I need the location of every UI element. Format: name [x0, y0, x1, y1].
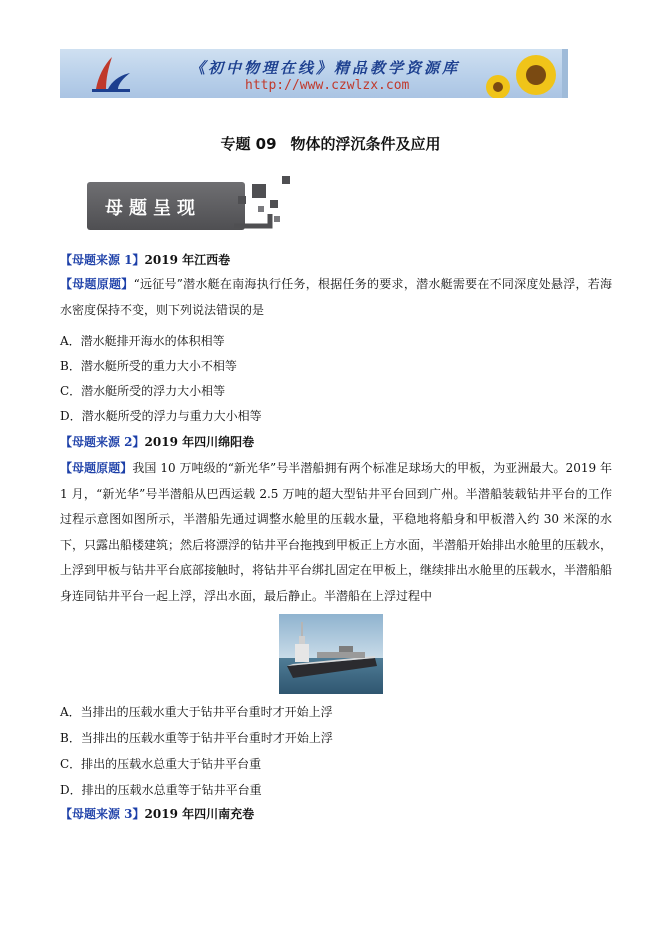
q1-question: 【母题原题】“远征号”潜水艇在南海执行任务，根据任务的要求，潜水艇需要在不同深度处悬浮，若海水密度保持不变，则下列说法错误的是: [60, 277, 612, 317]
page-title: [0, 133, 661, 154]
banner-url: http://www.czwlzx.com: [245, 78, 410, 93]
q2-option-d: D．排出的压载水总重等于钻井平台重: [60, 783, 262, 797]
topic-number: 专题 09: [220, 135, 277, 153]
q1-option-d: D．潜水艇所受的浮力与重力大小相等: [60, 409, 262, 423]
semi-submersible-ship-image: [279, 614, 383, 694]
banner-title: 《初中物理在线》精品教学资源库: [190, 59, 461, 77]
sunflower-icon: [478, 49, 568, 98]
section-badge: 母题呈现: [87, 182, 245, 230]
q2-option-b: B．当排出的压载水重等于钻井平台重时才开始上浮: [60, 731, 333, 745]
q2-option-a: A．当排出的压载水重大于钻井平台重时才开始上浮: [60, 705, 333, 719]
q1-source: 【母题来源 1】2019 年江西卷: [60, 253, 231, 267]
badge-decoration-icon: [230, 170, 296, 232]
topic-title: 物体的浮沉条件及应用: [290, 135, 441, 153]
q3-source: 【母题来源 3】2019 年四川南充卷: [60, 807, 255, 821]
q2-question: 【母题原题】我国 10 万吨级的“新光华”号半潜船拥有两个标准足球场大的甲板，为亚洲最大。2019 年 1 月，“新光华”号半潜船从巴西运载 2.5 万吨的超大型钻井平台回到广州。半潜船装载钻井平台的工作过程示意图如图所示，半潜船先通过调整水舱里的压载水量，平稳地将船身和甲板潜入约 30 米深的水下，只露出船楼建筑；然后将漂浮的钻井平台拖拽到甲板正上方水面，半潜船开始排出水舱里的压载水，上浮到甲板与钻井平台底部接触时，将钻井平台绑扎固定在甲板上，继续排出水舱里的压载水，半潜船船身连同钻井平台一起上浮，浮出水面，最后静止。半潜船在上浮过程中: [60, 461, 613, 603]
q1-option-c: C．潜水艇所受的浮力大小相等: [60, 384, 226, 398]
q2-option-c: C．排出的压载水总重大于钻井平台重: [60, 757, 262, 771]
site-logo-icon: [90, 55, 132, 93]
q1-option-b: B．潜水艇所受的重力大小不相等: [60, 359, 237, 373]
q1-option-a: A．潜水艇排开海水的体积相等: [60, 334, 225, 348]
q2-source: 【母题来源 2】2019 年四川绵阳卷: [60, 435, 255, 449]
header-banner: [60, 49, 568, 98]
